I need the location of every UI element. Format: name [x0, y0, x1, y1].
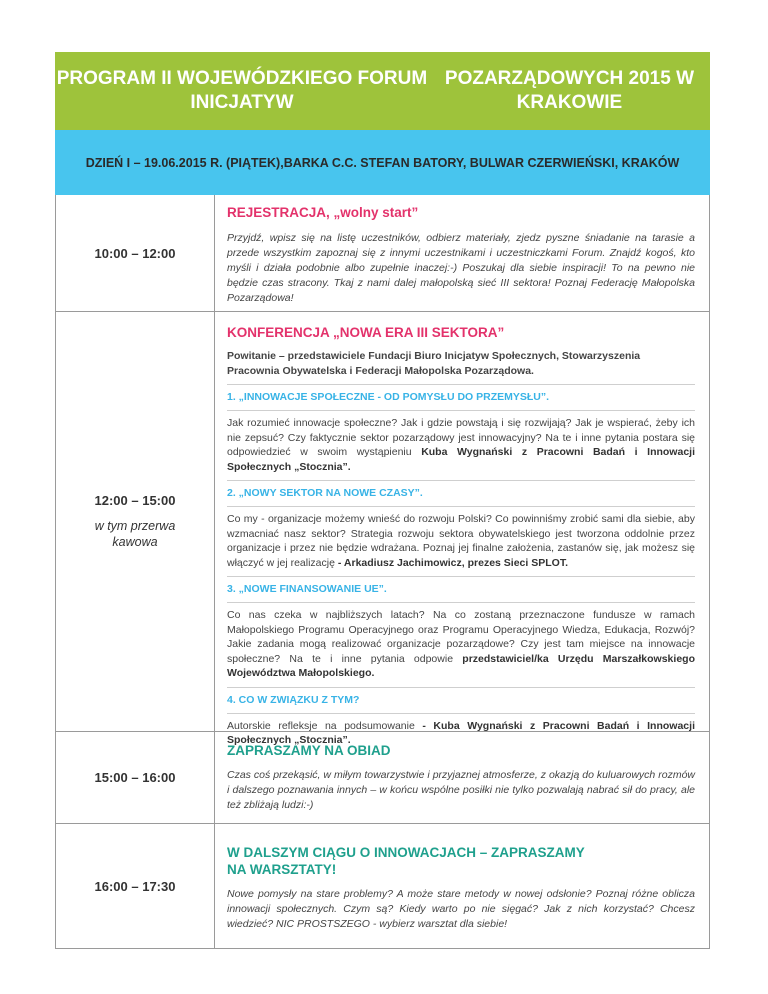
day-subheader [55, 130, 710, 195]
section-title: KONFERENCJA „NOWA ERA III SEKTORA” [227, 325, 505, 340]
time-label: 12:00 – 15:00 [94, 493, 176, 508]
schedule-row-registration [56, 195, 709, 312]
section-description: Czas coś przekąsić, w miłym towarzystwie i przyjaznej atmosferze, z okazją do kuluarowych rozmów i dalszego poznawania innych – w końcu wspólne posiłki nie tylko pozwalają nabrać sił do pracy, ale też zbliżają ludzi:-) [227, 769, 695, 811]
time-cell [56, 824, 215, 948]
time-label: 15:00 – 16:00 [94, 770, 176, 785]
conference-block-1 [227, 385, 695, 411]
schedule-row-lunch [56, 732, 709, 824]
block-title: 3. „NOWE FINANSOWANIE UE”. [227, 583, 387, 595]
block-title: 2. „NOWY SEKTOR NA NOWE CZASY”. [227, 487, 423, 499]
time-cell [56, 312, 215, 731]
page-header [55, 52, 710, 130]
section-title: ZAPRASZAMY NA OBIAD [227, 743, 391, 758]
content-cell [215, 824, 709, 948]
schedule-row-workshops [56, 824, 709, 949]
section-description: Nowe pomysły na stare problemy? A może stare metody w nowej odsłonie? Poznaj różne oblicza innowacji społecznych. Czym są? Kiedy warto po nie sięgać? Jak z nich korzystać? Chcesz wiedzieć? NIC PROSTSZEGO - wybierz warsztat dla siebie! [227, 888, 695, 930]
section-title: REJESTRACJA, „wolny start” [227, 205, 419, 220]
time-cell [56, 195, 215, 311]
header-title-line2: POZARZĄDOWYCH 2015 W KRAKOWIE [444, 68, 695, 113]
time-cell [56, 732, 215, 823]
time-note-line2: kawowa [112, 535, 158, 549]
time-note [95, 518, 176, 550]
block-title: 1. „INNOWACJE SPOŁECZNE - OD POMYSŁU DO PRZEMYSŁU”. [227, 391, 550, 403]
conference-block-2-body [227, 507, 695, 577]
conference-block-3-body [227, 603, 695, 688]
section-title [227, 844, 695, 878]
conference-block-4 [227, 688, 695, 714]
section-description: Przyjdź, wpisz się na listę uczestników, odbierz materiały, zjedz pyszne śniadanie na tarasie a przede wszystkim zapoznaj się z innymi uczestnikami i uczestniczkami Forum. Znajdź kogoś, kto myśli i działa podobnie albo zupełnie inaczej:-) Poszukaj dla siebie inspiracji! To na pewno nie będzie czas stracony. Tkaj z nami dalej małopolską sieć III sektora! Poznaj Federację Małopolska Pozarządowa! [227, 232, 695, 304]
content-cell [215, 732, 709, 823]
content-cell [215, 312, 709, 746]
conference-block-2 [227, 481, 695, 507]
welcome-text: Powitanie – przedstawiciele Fundacji Biuro Inicjatyw Społecznych, Stowarzyszenia Pracownia Obywatelska i Federacji Małopolska Pozarządowa. [227, 350, 641, 377]
conference-block-1-body [227, 411, 695, 481]
speaker: Kuba Wygnański z Pracowni Badań i Innowacji Społecznych „Stocznia”. [227, 446, 695, 473]
block-text: Jak rozumieć innowacje społeczne? Jak i gdzie powstają i się rozwijają? Jak je wspierać, żeby ich nie zepsuć? Czy faktycznie sektor pozarządowy jest innowacyjny? Na te i inne pytania postara się odpowiedzieć w swoim wystąpieniu Kuba Wygnański z Pracowni Badań i Innowacji Społecznych „Stocznia”. [227, 417, 695, 473]
block-title: 4. CO W ZWIĄZKU Z TYM? [227, 693, 360, 706]
conference-block-3 [227, 577, 695, 603]
header-title-line1: PROGRAM II WOJEWÓDZKIEGO FORUM INICJATYW [56, 68, 428, 113]
program-page [55, 52, 710, 949]
section-title-line1: W DALSZYM CIĄGU O INNOWACJACH – ZAPRASZAMY [227, 845, 585, 860]
block-text: Co my - organizacje możemy wnieść do rozwoju Polski? Co powinniśmy zrobić sami dla siebie, aby wzmacniać nasz sektor? Strategia rozwoju sektora obywatelskiego jest tworzona oddolnie przez organizacje i przez nie będzie wdrażana. Poznaj jej finalne założenia, zastanów się, jak możesz się włączyć w jej realizację - Arkadiusz Jachimowicz, prezes Sieci SPLOT. [227, 513, 695, 569]
speaker: przedstawiciel/ka Urzędu Marszałkowskiego Województwa Małopolskiego. [227, 652, 695, 679]
schedule-row-conference [56, 312, 709, 746]
block-text: Co nas czeka w najbliższych latach? Na co zostaną przeznaczone fundusze w ramach Małopolskiego Programu Operacyjnego oraz Programu Operacyjnego Wiedza, Edukacja, Rozwój? Jakie zadania mogą realizować organizacje pozarządowe? Czy jest tam miejsce na innowacje społeczne? Na te i inne pytania odpowie przedstawiciel/ka Urzędu Marszałkowskiego Województwa Małopolskiego. [227, 609, 695, 679]
section-title-line2: NA WARSZTATY! [227, 862, 337, 877]
speaker: - Arkadiusz Jachimowicz, prezes Sieci SPLOT. [337, 556, 568, 569]
speaker: - Kuba Wygnański z Pracowni Badań i Innowacji Społecznych „Stocznia”. [227, 719, 695, 746]
time-label: 16:00 – 17:30 [94, 878, 176, 894]
schedule-table [55, 195, 710, 949]
subheader-line2: BARKA C.C. STEFAN BATORY, BULWAR CZERWIEŃSKI, KRAKÓW [283, 155, 680, 170]
subheader-line1: DZIEŃ I – 19.06.2015 R. (PIĄTEK), [85, 155, 284, 170]
time-label: 10:00 – 12:00 [94, 245, 176, 261]
block-text: Autorskie refleksje na podsumowanie - Kuba Wygnański z Pracowni Badań i Innowacji Społecznych „Stocznia”. [227, 719, 695, 746]
conference-welcome [227, 349, 695, 385]
content-cell [215, 195, 709, 311]
time-note-line1: w tym przerwa [94, 519, 176, 533]
